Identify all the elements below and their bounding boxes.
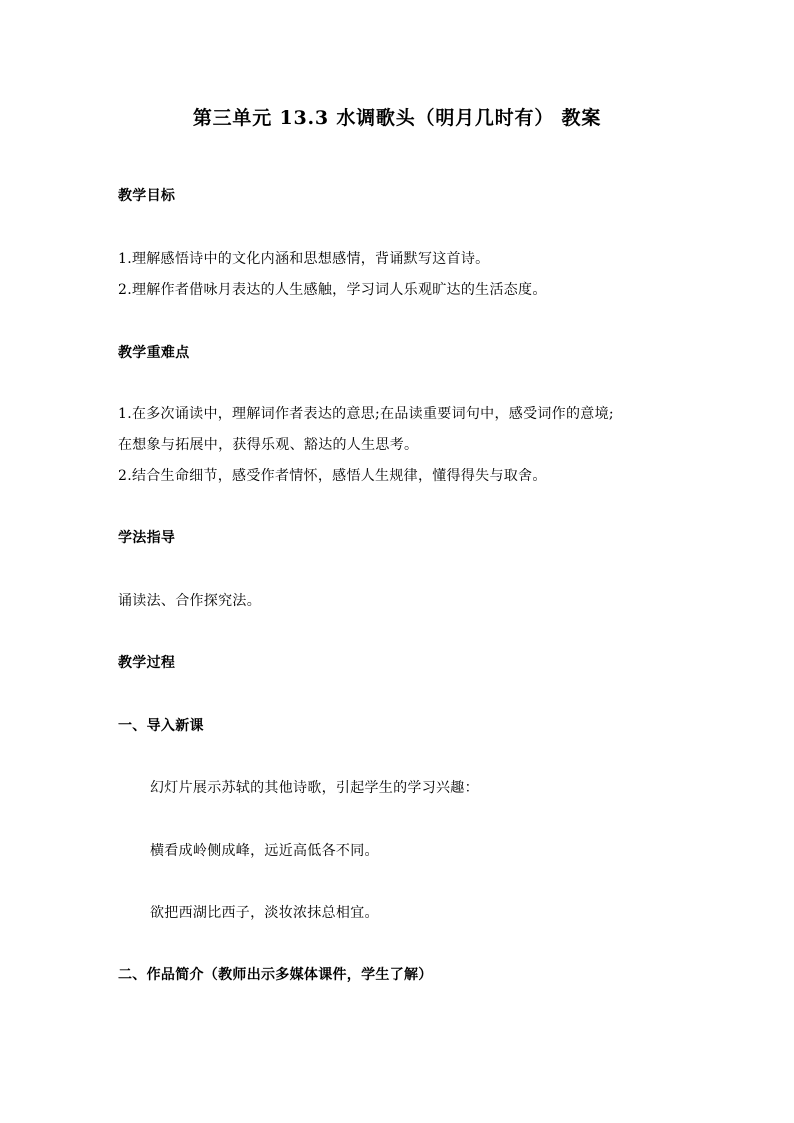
key-points-heading: 教学重难点: [118, 345, 190, 361]
poem-line-2: 欲把西湖比西子，淡妆浓抹总相宜。: [150, 905, 379, 921]
method-heading: 学法指导: [118, 530, 176, 546]
section-1-intro: 幻灯片展示苏轼的其他诗歌，引起学生的学习兴趣：: [150, 780, 479, 796]
key-points-line-2: 在想象与拓展中，获得乐观、豁达的人生思考。: [118, 437, 419, 453]
objective-item-1: 1.理解感悟诗中的文化内涵和思想感情，背诵默写这首诗。: [118, 251, 490, 267]
section-1-heading: 一、导入新课: [118, 718, 204, 734]
process-heading: 教学过程: [118, 655, 176, 671]
poem-line-1: 横看成岭侧成峰，远近高低各不同。: [150, 843, 379, 859]
method-text: 诵读法、合作探究法。: [118, 593, 261, 609]
key-points-line-1: 1.在多次诵读中，理解词作者表达的意思;在品读重要词句中，感受词作的意境;: [118, 406, 614, 422]
document-title: 第三单元 13.3 水调歌头（明月几时有） 教案: [192, 107, 602, 129]
objectives-heading: 教学目标: [118, 188, 176, 204]
objective-item-2: 2.理解作者借咏月表达的人生感触，学习词人乐观旷达的生活态度。: [118, 282, 547, 298]
key-points-line-3: 2.结合生命细节，感受作者情怀，感悟人生规律，懂得得失与取舍。: [118, 468, 547, 484]
section-2-heading: 二、作品简介（教师出示多媒体课件，学生了解）: [118, 967, 433, 983]
